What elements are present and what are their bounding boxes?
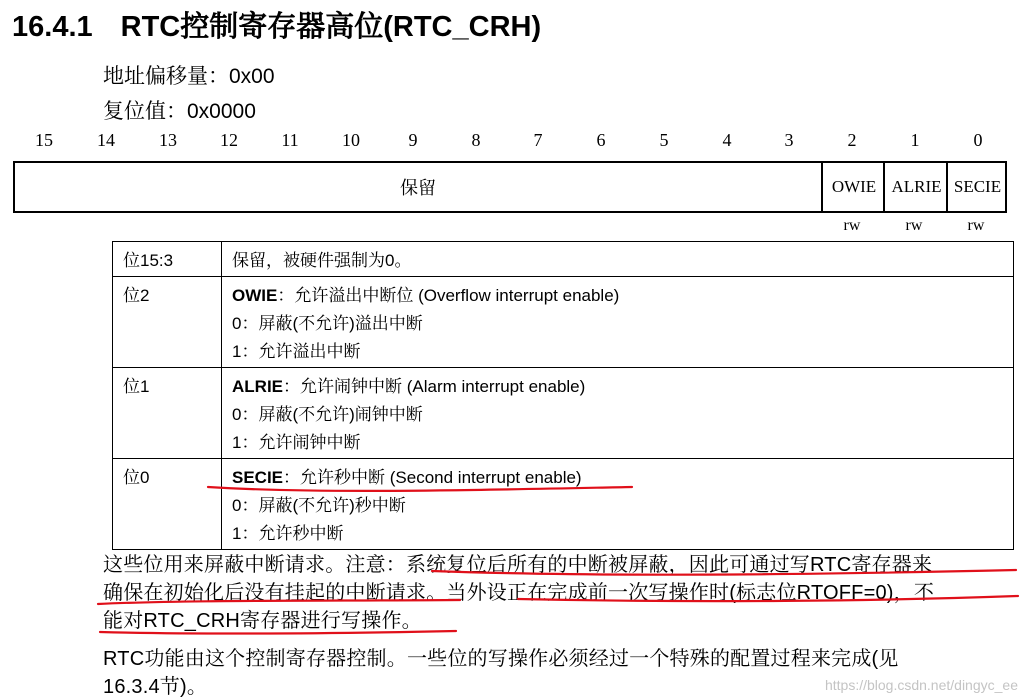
bit-description-table	[112, 241, 1014, 550]
body-paragraph-line: 16.3.4节)。	[103, 676, 208, 698]
bit-number: 5	[659, 130, 669, 150]
field-name: ALRIE	[232, 377, 283, 396]
access-type: rw	[843, 217, 861, 234]
bit-number: 10	[342, 130, 360, 150]
note-paragraph-line: 确保在初始化后没有挂起的中断请求。当外设正在完成前一次写操作时(标志位RTOFF=0)，不	[103, 582, 935, 604]
body-paragraph-line: RTC功能由这个控制寄存器控制。一些位的写操作必须经过一个特殊的配置过程来完成(见	[103, 648, 899, 670]
bit-label: 位15:3	[123, 251, 174, 270]
bit-number: 6	[596, 130, 606, 150]
bit-number: 7	[533, 130, 543, 150]
description-text: 保留，被硬件强制为0。	[232, 251, 412, 270]
reserved-field: 保留	[400, 178, 436, 198]
table-row	[113, 368, 1014, 459]
bit-number: 3	[784, 130, 794, 150]
bit-label: 位1	[123, 377, 150, 396]
owie-field: OWIE	[821, 163, 885, 211]
bit-cell	[113, 368, 222, 459]
description-line	[232, 465, 1013, 493]
bit-number: 4	[722, 130, 732, 150]
description-line	[232, 521, 1013, 549]
table-row	[113, 242, 1014, 277]
section-number: 16.4.1	[12, 11, 93, 43]
table-row	[113, 459, 1014, 550]
address-offset: 地址偏移量：0x00	[103, 65, 275, 88]
bit-cell	[113, 459, 222, 550]
description-text: ：允许秒中断 (Second interrupt enable)	[283, 468, 582, 487]
table-row	[113, 277, 1014, 368]
bit-number: 15	[35, 130, 53, 150]
bit-number: 2	[847, 130, 857, 150]
description-line	[232, 311, 1013, 339]
description-cell	[222, 368, 1014, 459]
section-heading	[12, 4, 541, 45]
section-title: RTC控制寄存器高位(RTC_CRH)	[120, 11, 542, 43]
description-text: ：允许闹钟中断 (Alarm interrupt enable)	[283, 377, 586, 396]
access-type: rw	[967, 217, 985, 234]
reset-value: 复位值：0x0000	[103, 100, 256, 123]
description-line	[232, 339, 1013, 367]
bit-number: 13	[159, 130, 177, 150]
description-line	[232, 283, 1013, 311]
bit-number: 12	[220, 130, 238, 150]
description-cell	[222, 277, 1014, 368]
description-text: 1：允许秒中断	[232, 524, 344, 543]
bit-number: 8	[471, 130, 481, 150]
description-text: 1：允许溢出中断	[232, 342, 361, 361]
bit-number: 1	[910, 130, 920, 150]
bit-number: 11	[281, 130, 299, 150]
description-text: 0：屏蔽(不允许)溢出中断	[232, 314, 423, 333]
description-text: 0：屏蔽(不允许)闹钟中断	[232, 405, 423, 424]
register-layout	[13, 161, 1007, 213]
bit-number: 0	[973, 130, 983, 150]
description-line	[232, 374, 1013, 402]
description-line	[232, 248, 1013, 276]
secie-field: SECIE	[946, 163, 1007, 211]
note-paragraph-line: 这些位用来屏蔽中断请求。注意：系统复位后所有的中断被屏蔽，因此可通过写RTC寄存器来	[103, 554, 933, 576]
description-line	[232, 402, 1013, 430]
description-text: 1：允许闹钟中断	[232, 433, 361, 452]
bit-cell	[113, 242, 222, 277]
watermark: https://blog.csdn.net/dingyc_ee	[824, 677, 1018, 693]
alrie-field: ALRIE	[883, 163, 948, 211]
bit-number: 14	[97, 130, 115, 150]
description-line	[232, 493, 1013, 521]
description-text: ：允许溢出中断位 (Overflow interrupt enable)	[277, 286, 620, 305]
bit-number: 9	[408, 130, 418, 150]
bit-number-row	[13, 130, 1010, 156]
bit-label: 位0	[123, 468, 150, 487]
description-line	[232, 430, 1013, 458]
description-cell	[222, 242, 1014, 277]
field-name: SECIE	[232, 468, 284, 487]
access-type: rw	[905, 217, 923, 234]
note-paragraph-line: 能对RTC_CRH寄存器进行写操作。	[103, 610, 422, 632]
bit-label: 位2	[123, 286, 150, 305]
field-name: OWIE	[232, 286, 278, 305]
bit-cell	[113, 277, 222, 368]
description-cell	[222, 459, 1014, 550]
description-text: 0：屏蔽(不允许)秒中断	[232, 496, 406, 515]
